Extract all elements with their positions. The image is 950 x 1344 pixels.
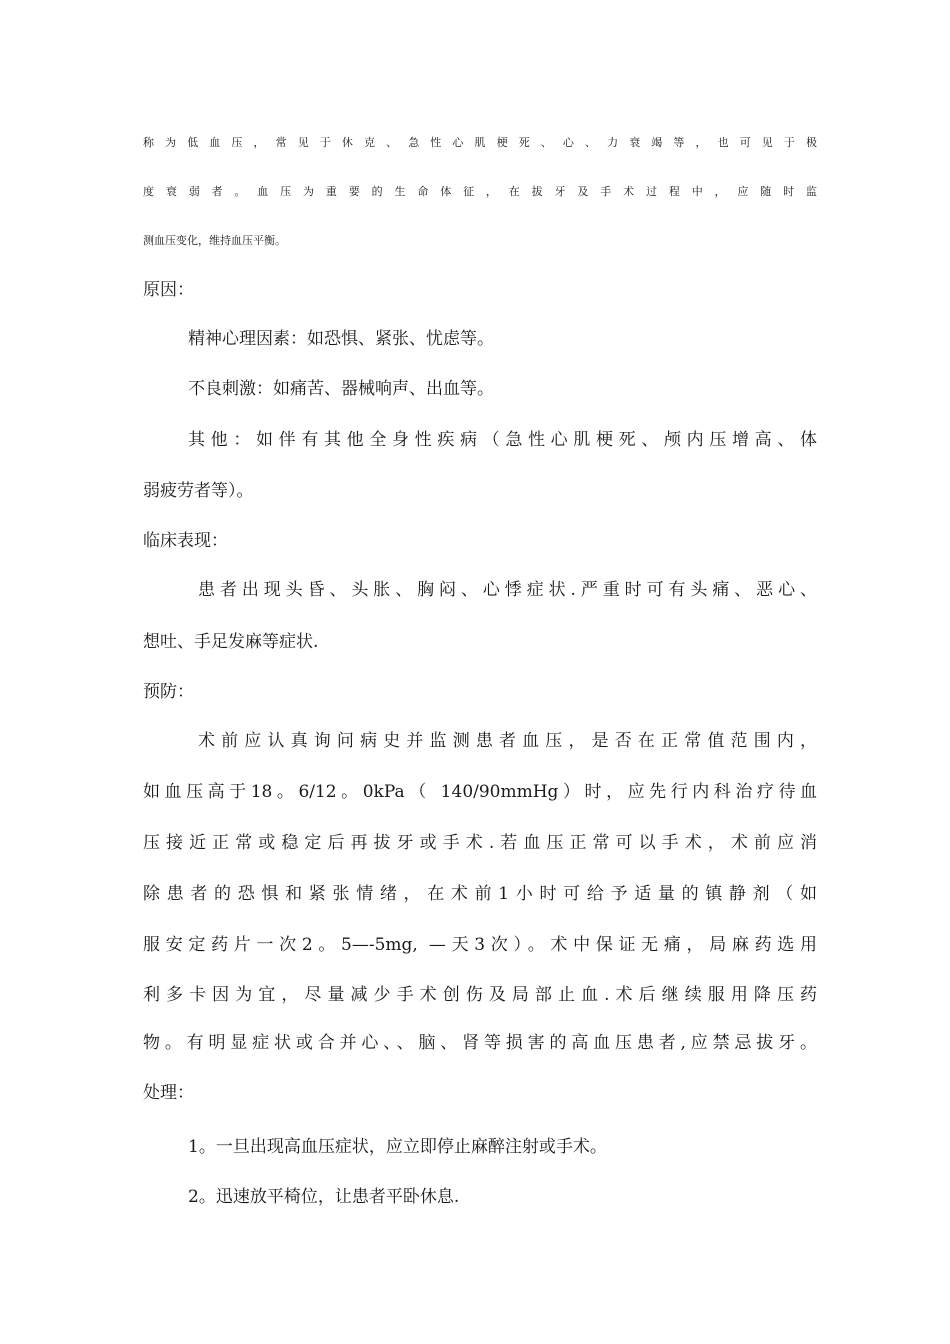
- cause-item-3-line-2: 弱疲劳者等）。: [143, 481, 254, 501]
- intro-line-3: 测血压变化，维持血压平衡。: [143, 234, 286, 247]
- treatment-heading: 处理：: [143, 1083, 194, 1103]
- prevention-line-3: 压接近正常或稳定后再拔牙或手术.若血压正常可以手术，术前应消: [143, 833, 817, 853]
- clinical-line-2: 想吐、手足发麻等症状.: [143, 632, 319, 652]
- prevention-line-5: 服安定药片一次2。5—-5mg, —天3次）。术中保证无痛，局麻药选用: [143, 935, 817, 955]
- prevention-line-4: 除患者的恐惧和紧张情绪，在术前1小时可给予适量的镇静剂（如: [143, 884, 817, 904]
- prevention-line-2: 如血压高于18。6/12。0kPa（ 140/90mmHg）时，应先行内科治疗待血: [143, 782, 817, 802]
- causes-heading: 原因：: [143, 280, 194, 300]
- prevention-heading: 预防：: [143, 682, 194, 702]
- cause-item-2: 不良刺激：如痛苦、器械响声、出血等。: [188, 379, 494, 399]
- treatment-item-2: 2。迅速放平椅位，让患者平卧休息.: [188, 1187, 460, 1207]
- cause-item-3-line-1: 其他：如伴有其他全身性疾病（急性心肌梗死、颅内压增高、体: [188, 430, 817, 450]
- prevention-line-6: 利多卡因为宜，尽量减少手术创伤及局部止血.术后继续服用降压药: [143, 985, 817, 1005]
- clinical-heading: 临床表现：: [143, 531, 228, 551]
- treatment-item-1: 1。一旦出现高血压症状，应立即停止麻醉注射或手术。: [188, 1137, 607, 1157]
- intro-line-2: 度衰弱者。血压为重要的生命体征，在拔牙及手术过程中，应随时监: [143, 185, 817, 198]
- clinical-line-1: 患者出现头昏、头胀、胸闷、心悸症状.严重时可有头痛、恶心、: [198, 580, 817, 600]
- cause-item-1: 精神心理因素：如恐惧、紧张、忧虑等。: [188, 329, 494, 349]
- prevention-line-7: 物。有明显症状或合并心、、脑、肾等损害的高血压患者,应禁忌拔牙。: [143, 1033, 817, 1053]
- prevention-line-1: 术前应认真询问病史并监测患者血压，是否在正常值范围内，: [198, 731, 817, 751]
- intro-line-1: 称为低血压，常见于休克、急性心肌梗死、心、力衰竭等，也可见于极: [143, 136, 817, 149]
